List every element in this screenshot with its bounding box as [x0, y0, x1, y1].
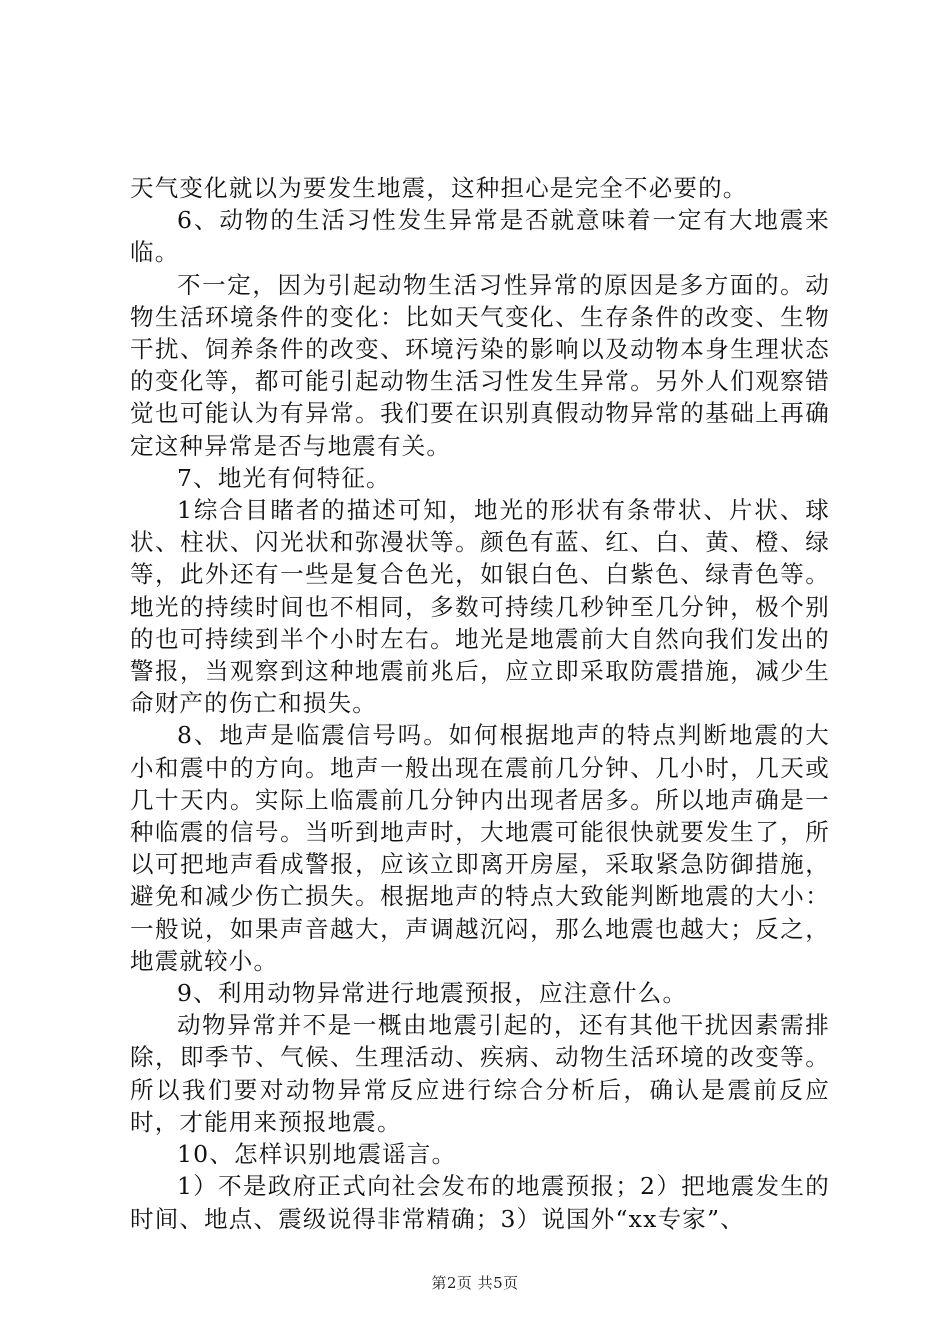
paragraph-9-question-10: 10、怎样识别地震谣言。: [177, 1140, 457, 1169]
document-body: [130, 172, 830, 1235]
paragraph-1: 天气变化就以为要发生地震，这种担心是完全不必要的。: [130, 174, 748, 202]
paragraph-10-answer-10: 1）不是政府正式向社会发布的地震预报；2）把地震发生的时间、地点、震级说得非常精确；3）说国外“xx专家”、: [130, 1172, 830, 1233]
paragraph-2-question-6: 6、动物的生活习性发生异常是否就意味着一定有大地震来临。: [130, 206, 830, 267]
paragraph-8-answer-9: 动物异常并不是一概由地震引起的，还有其他干扰因素需排除，即季节、气候、生理活动、疾病、动物生活环境的改变等。所以我们要对动物异常反应进行综合分析后，确认是震前反应时，才能用来预报地震。: [130, 1011, 830, 1136]
paragraph-3-answer-6: 不一定，因为引起动物生活习性异常的原因是多方面的。动物生活环境条件的变化：比如天气变化、生存条件的改变、生物干扰、饲养条件的改变、环境污染的影响以及动物本身生理状态的变化等，都可能引起动物生活习性发生异常。另外人们观察错觉也可能认为有异常。我们要在识别真假动物异常的基础上再确定这种异常是否与地震有关。: [130, 270, 830, 460]
page-number-footer: 第2页 共5页: [431, 1274, 519, 1292]
paragraph-4-question-7: 7、地光有何特征。: [177, 463, 391, 492]
paragraph-5-answer-7: 1综合目睹者的描述可知，地光的形状有条带状、片状、球状、柱状、闪光状和弥漫状等。颜色有蓝、红、白、黄、橙、绿等，此外还有一些是复合色光，如银白色、白紫色、绿青色等。地光的持续时间也不相同，多数可持续几秒钟至几分钟，极个别的也可持续到半个小时左右。地光是地震前大自然向我们发出的警报，当观察到这种地震前兆后，应立即采取防震措施，减少生命财产的伤亡和损失。: [130, 496, 830, 718]
paragraph-7-question-9: 9、利用动物异常进行地震预报，应注意什么。: [177, 979, 688, 1008]
paragraph-6-question-8: 8、地声是临震信号吗。如何根据地声的特点判断地震的大小和震中的方向。地声一般出现在震前几分钟、几小时，几天或几十天内。实际上临震前几分钟内出现者居多。所以地声确是一种临震的信号。当听到地声时，大地震可能很快就要发生了，所以可把地声看成警报，应该立即离开房屋，采取紧急防御措施，避免和减少伤亡损失。根据地声的特点大致能判断地震的大小：一般说，如果声音越大，声调越沉闷，那么地震也越大；反之，地震就较小。: [130, 721, 830, 975]
